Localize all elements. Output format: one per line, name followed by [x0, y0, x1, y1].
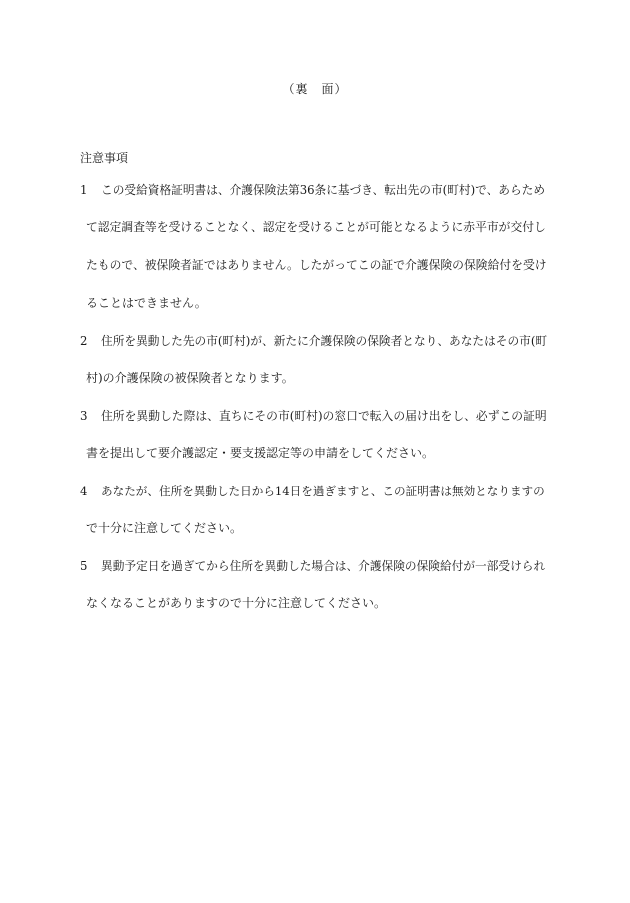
item-1-line-2: て認定調査等を受けることなく、認定を受けることが可能となるように赤平市が交付し	[86, 220, 546, 234]
item-2-line-2: 村)の介護保険の被保険者となります。	[86, 371, 294, 385]
item-3-line-2: 書を提出して要介護認定・要支援認定等の申請をしてください。	[86, 446, 435, 460]
item-text: 住所を異動した際は、直ちにその市(町村)の窓口で転入の届け出をし、必ずこの証明	[101, 409, 547, 423]
notes-heading: 注意事項	[80, 151, 129, 165]
item-text: 住所を異動した先の市(町村)が、新たに介護保険の保険者となり、あなたはその市(町	[101, 334, 548, 348]
item-number: 3	[80, 409, 88, 423]
item-3-line-1	[80, 409, 547, 423]
item-1-line-4: ることはできません。	[86, 296, 207, 310]
item-1-line-1	[80, 183, 545, 197]
item-number: 4	[80, 484, 88, 498]
item-text: あなたが、住所を異動した日から14日を過ぎますと、この証明書は無効となりますの	[101, 484, 545, 498]
page-side-title: （裏 面）	[282, 82, 348, 96]
item-4-line-1	[80, 484, 545, 498]
item-number: 1	[80, 183, 88, 197]
item-text: この受給資格証明書は、介護保険法第36条に基づき、転出先の市(町村)で、あらため	[101, 183, 546, 197]
item-5-line-1	[80, 559, 545, 573]
item-5-line-2: なくなることがありますので十分に注意してください。	[86, 596, 387, 610]
item-number: 2	[80, 334, 88, 348]
item-1-line-3: たもので、被保険者証ではありません。したがってこの証で介護保険の保険給付を受け	[86, 258, 547, 272]
item-2-line-1	[80, 334, 547, 348]
item-text: 異動予定日を過ぎてから住所を異動した場合は、介護保険の保険給付が一部受けられ	[101, 559, 546, 573]
item-4-line-2: で十分に注意してください。	[86, 521, 243, 535]
item-number: 5	[80, 559, 88, 573]
